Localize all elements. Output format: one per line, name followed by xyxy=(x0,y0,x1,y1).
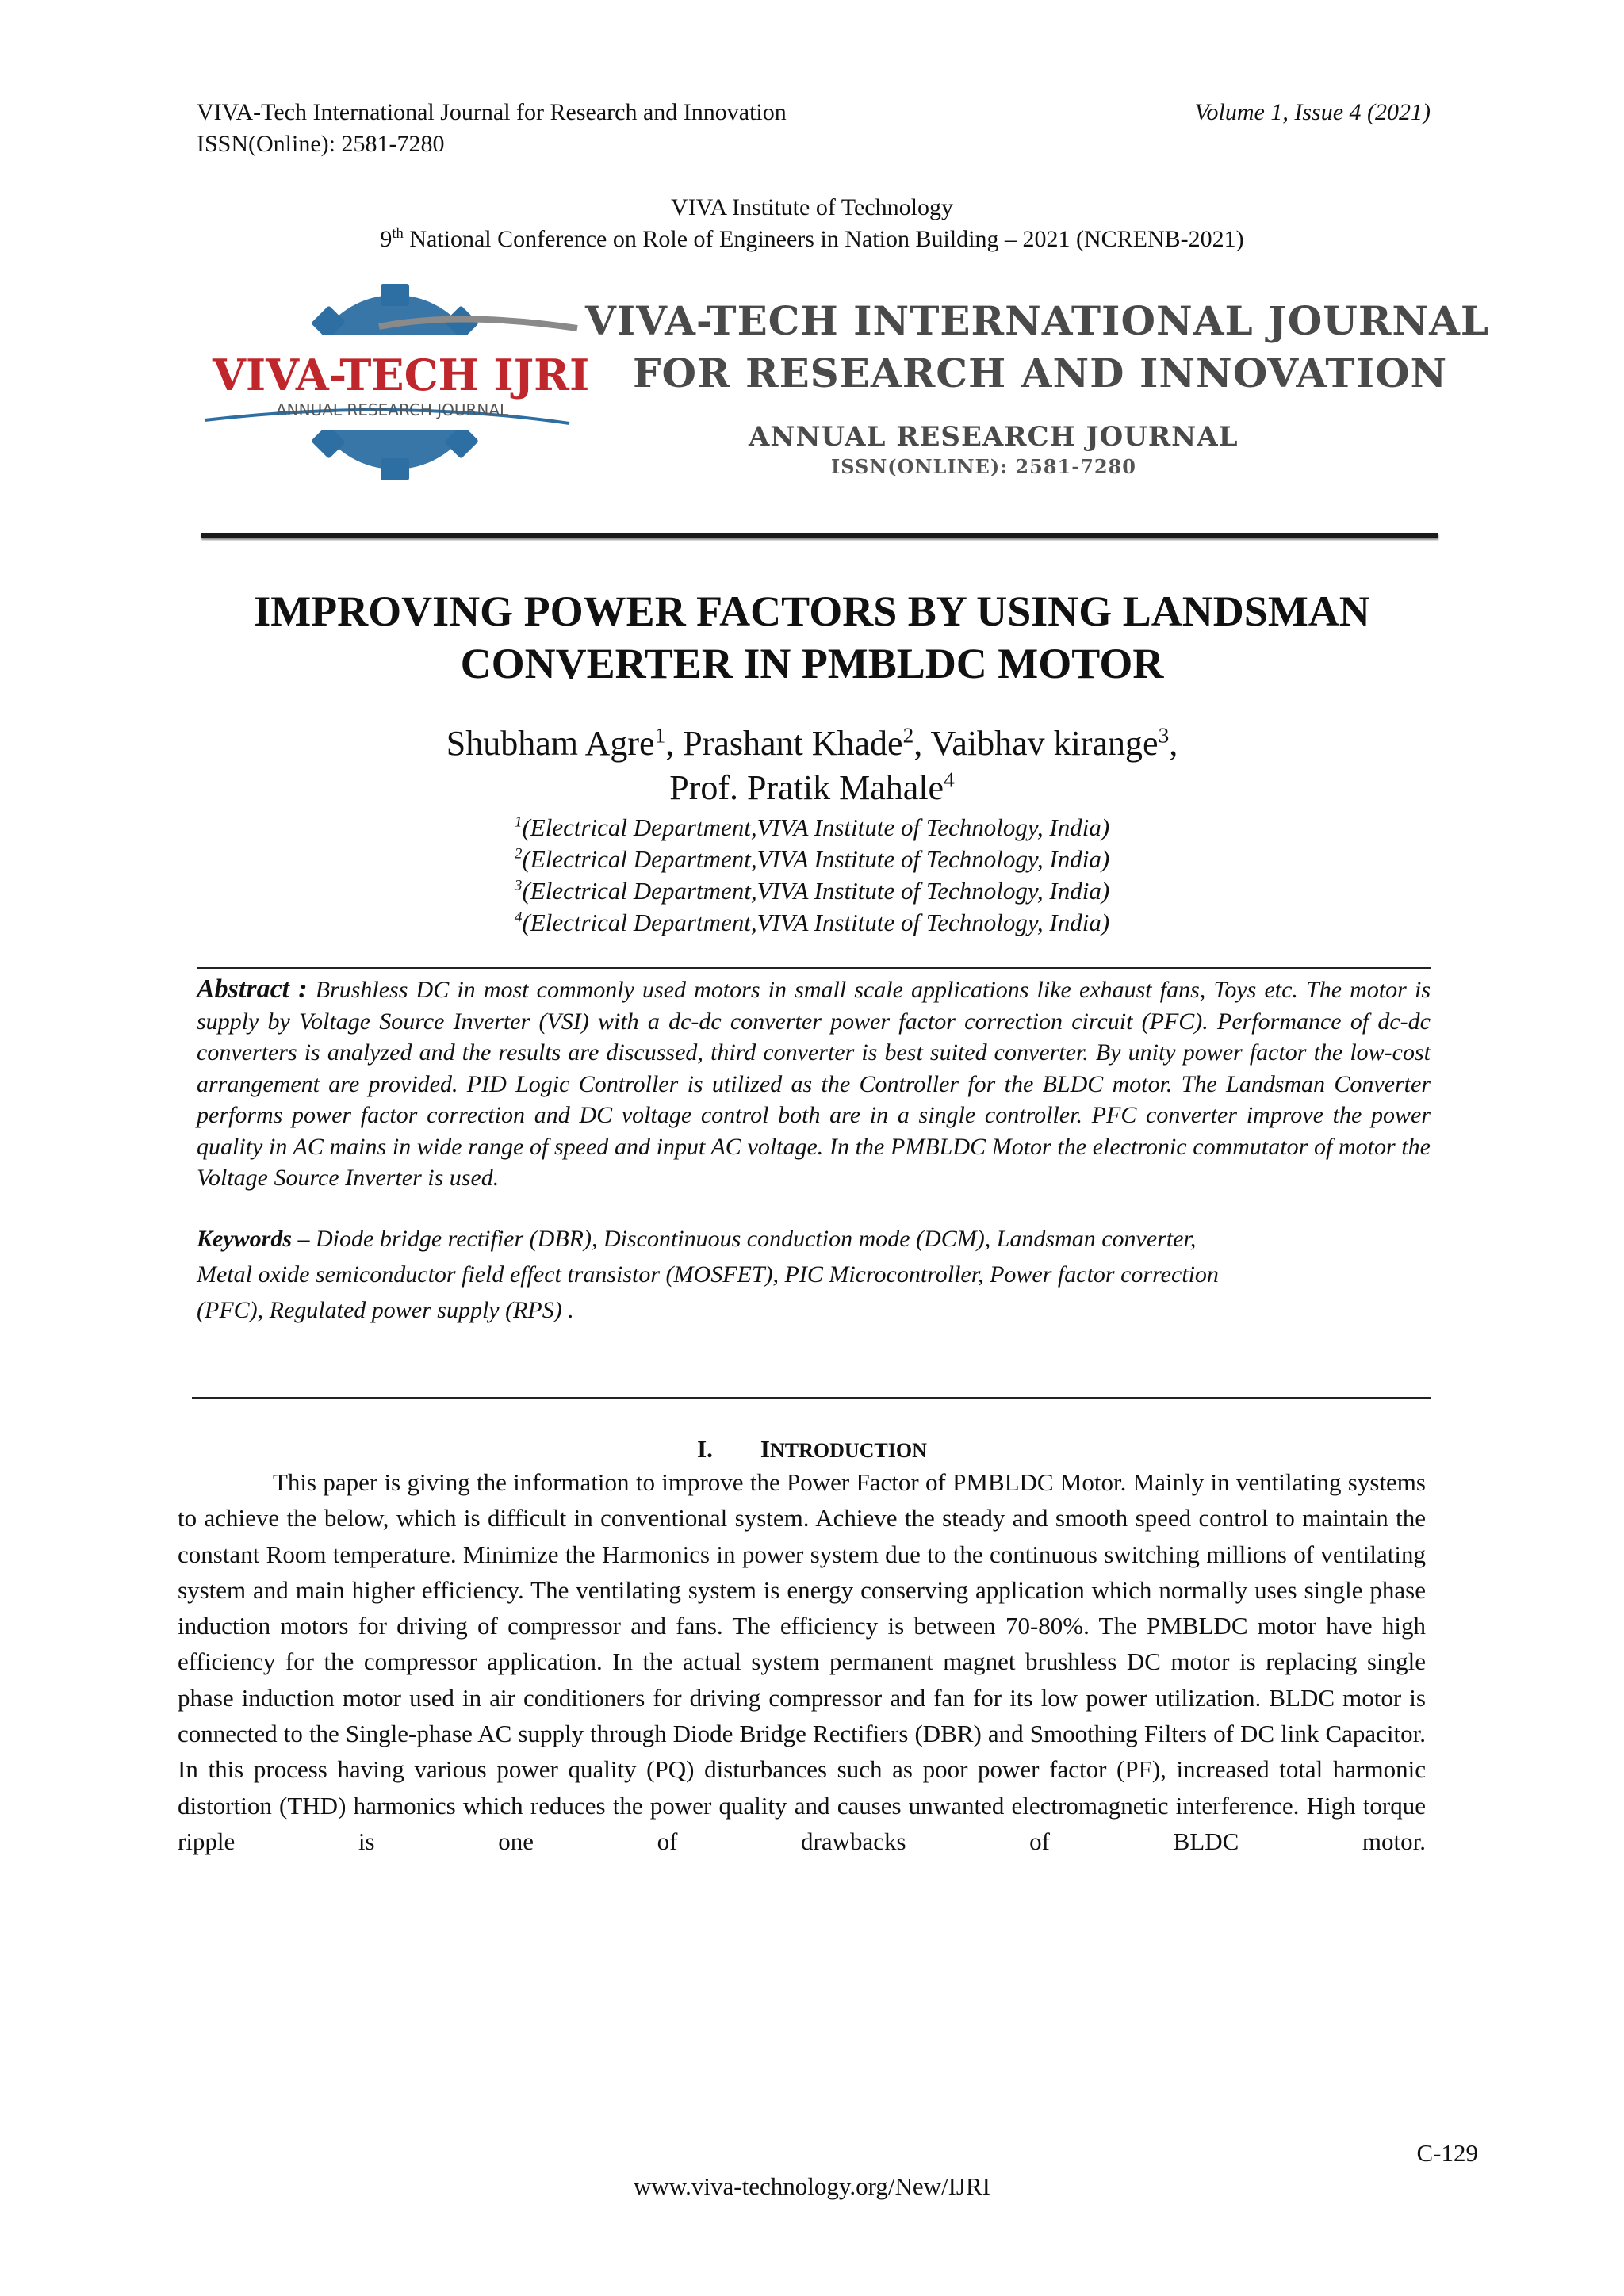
banner-line-4: ISSN(ONLINE): 2581-7280 xyxy=(831,455,1136,478)
logo-main-text: VIVA-TECH IJRI xyxy=(213,350,590,400)
author-name: Vaibhav kirange xyxy=(930,724,1159,763)
affiliation: $^2$(Electrical Department,VIVA Institute of Technology, India) xyxy=(514,845,1110,873)
abstract-label: Abstract : xyxy=(197,974,308,1004)
author-name: Prof. Pratik Mahale xyxy=(669,768,944,807)
abstract-top-rule xyxy=(197,967,1431,969)
banner-line-1: VIVA-TECH INTERNATIONAL JOURNAL xyxy=(585,297,1490,344)
journal-name: VIVA-Tech International Journal for Research and Innovation xyxy=(197,99,787,125)
section-number: I. xyxy=(697,1435,713,1463)
abstract-bottom-rule xyxy=(192,1397,1431,1399)
banner-line-2: FOR RESEARCH AND INNOVATION xyxy=(633,350,1448,396)
paper-title: IMPROVING POWER FACTORS BY USING LANDSMAN CONVERTER IN PMBLDC MOTOR xyxy=(254,587,1370,687)
page-number: C-129 xyxy=(1416,2139,1478,2167)
affiliation: $^1$(Electrical Department,VIVA Institute of Technology, India) xyxy=(514,813,1110,841)
author-name: Prashant Khade xyxy=(683,724,903,763)
affiliation: $^4$(Electrical Department,VIVA Institute of Technology, India) xyxy=(514,909,1110,936)
abstract-text: Brushless DC in most commonly used motors in small scale applications like exhaust fans, Toys etc. The motor is supply by Voltage Source Inverter (VSI) with a dc-dc converter power factor correction circuit (PFC). Performance of dc-dc converters is analyzed and the results are discussed, third converter is best suited converter. By unity power factor the low-cost arrangement are provided. PID Logic Controller is utilized as the Controller for the BLDC motor. The Landsman Converter performs power factor correction and DC voltage control both are in a single controller. PFC converter improve the power quality in AC mains in wide range of speed and input AC voltage. In the PMBLDC Motor the electronic commutator of motor the Voltage Source Inverter is used. xyxy=(197,977,1431,1191)
logo-sub-text: ANNUAL RESEARCH JOURNAL xyxy=(276,400,509,419)
footer-url: www.viva-technology.org/New/IJRI xyxy=(634,2172,990,2200)
abstract xyxy=(197,974,1431,1194)
introduction-body xyxy=(178,1464,1426,1859)
journal-issn: ISSN(Online): 2581-7280 xyxy=(197,131,445,157)
volume-issue: Volume 1, Issue 4 (2021) xyxy=(1194,99,1431,125)
banner-divider xyxy=(201,533,1438,538)
section-heading: I. INTRODUCTION xyxy=(697,1435,927,1463)
journal-banner xyxy=(197,279,1490,485)
intro-paragraph: This paper is giving the information to improve the Power Factor of PMBLDC Motor. Mainly in ventilating systems to achieve the below, which is difficult in conventional system. Achieve the steady and smooth speed control to maintain the constant Room temperature. Minimize the Harmonics in power system due to the continuous switching millions of ventilating system and main higher efficiency. The ventilating system is energy conserving application which normally uses single phase induction motors for driving of compressor and fans. The efficiency is between 70-80%. The PMBLDC motor have high efficiency for the compressor application. In the actual system permanent magnet brushless DC motor is replacing single phase induction motor used in air conditioners for driving compressor and fan for its low power utilization. BLDC motor is connected to the Single-phase AC supply through Diode Bridge Rectifiers (DBR) and Smoothing Filters of DC link Capacitor. In this process having various power quality (PQ) disturbances such as poor power factor (PF), increased total harmonic distortion (THD) harmonics which reduces the power quality and causes unwanted electromagnetic interference. High torque ripple is one of drawbacks of BLDC motor. xyxy=(178,1468,1426,1855)
conference-name: 9th National Conference on Role of Engineers in Nation Building – 2021 (NCRENB-2021) xyxy=(380,225,1244,252)
author-name: Shubham Agre xyxy=(446,724,655,763)
author-list: Shubham Agre$^1$, Prashant Khade$^2$, Vaibhav kirange$^3$, Prof. Pratik Mahale$^4$ xyxy=(446,723,1178,807)
affiliation-list xyxy=(190,812,1434,939)
banner-line-3: ANNUAL RESEARCH JOURNAL xyxy=(749,421,1239,453)
affiliation: $^3$(Electrical Department,VIVA Institute of Technology, India) xyxy=(514,877,1110,905)
institute-name: VIVA Institute of Technology xyxy=(671,194,953,220)
keywords: Keywords – Diode bridge rectifier (DBR), Discontinuous conduction mode (DCM), Landsman converter, Metal oxide semiconductor field effect transistor (MOSFET), PIC Microcontroller, Power factor correction (PFC), Regulated power supply (RPS) . xyxy=(197,1226,1219,1323)
gear-logo-icon xyxy=(197,279,593,485)
keywords-label: Keywords xyxy=(197,1226,292,1252)
